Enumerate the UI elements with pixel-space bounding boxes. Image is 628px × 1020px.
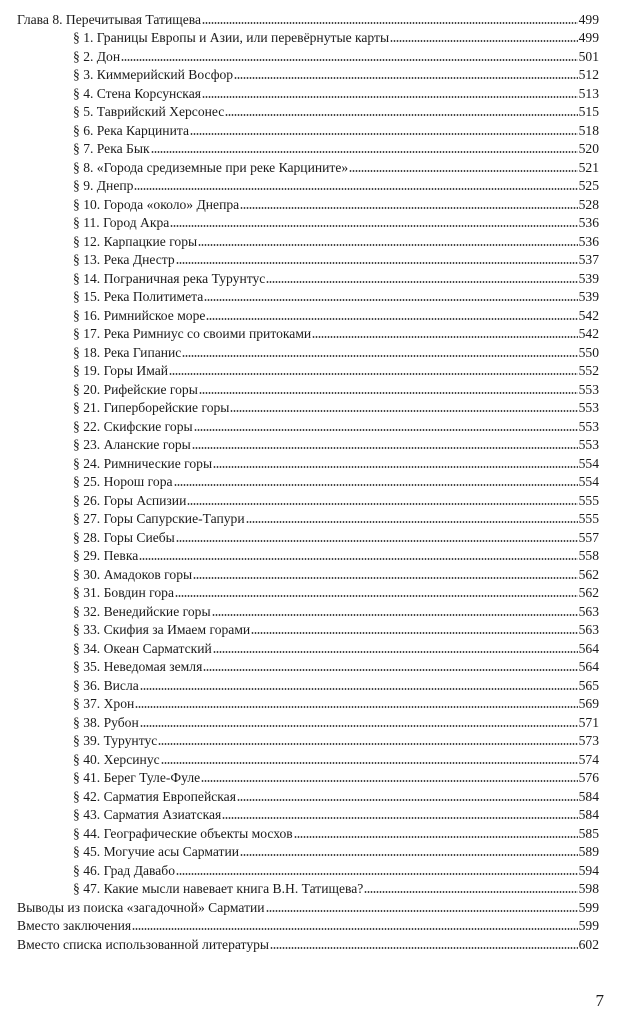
toc-entry-page: 564 <box>578 659 599 674</box>
toc-entry-title: § 23. Аланские горы <box>73 437 191 452</box>
toc-entry-title: § 19. Горы Имай <box>73 363 169 378</box>
toc-leader-dots <box>266 909 578 913</box>
toc-entry-title: § 8. «Города средиземные при реке Карцините» <box>73 159 349 175</box>
toc-entry <box>0 250 628 269</box>
toc-leader-dots <box>222 816 577 820</box>
toc-entry <box>0 509 628 528</box>
toc-entry-page: 564 <box>578 640 599 656</box>
toc-entry-page: 525 <box>578 178 599 193</box>
toc-leader-dots <box>251 631 577 635</box>
toc-entry <box>0 731 628 750</box>
toc-entry <box>0 583 628 602</box>
toc-entry <box>0 9 628 28</box>
toc-entry <box>0 157 628 176</box>
toc-entry-title: § 43. Сарматия Азиатская <box>73 807 222 822</box>
toc-entry <box>0 934 628 953</box>
toc-entry-page: 557 <box>578 529 599 545</box>
toc-entry <box>0 287 628 306</box>
toc-entry-page: 550 <box>578 344 599 360</box>
toc-entry-title: § 33. Скифия за Имаем горами <box>73 622 251 637</box>
toc-entry-page: 602 <box>578 936 599 952</box>
toc-leader-dots <box>190 132 578 136</box>
toc-leader-dots <box>213 650 578 654</box>
toc-leader-dots <box>169 372 578 376</box>
toc-leader-dots <box>234 76 578 80</box>
toc-leader-dots <box>170 224 577 228</box>
toc-entry <box>0 527 628 546</box>
toc-entry-page: 571 <box>578 714 599 730</box>
toc-entry-title: § 40. Херсинус <box>73 751 160 767</box>
toc-entry <box>0 416 628 435</box>
toc-entry-page: 589 <box>578 844 599 859</box>
toc-entry-page: 598 <box>578 881 599 896</box>
toc-leader-dots <box>312 335 577 339</box>
toc-entry <box>0 28 628 47</box>
toc-entry-page: 584 <box>578 788 599 804</box>
toc-entry <box>0 120 628 139</box>
toc-entry-title: § 6. Река Карцинита <box>73 122 189 138</box>
toc-leader-dots <box>193 576 577 580</box>
toc-entry-title: § 1. Границы Европы и Азии, или перевёрнутые карты <box>73 30 390 45</box>
toc-entry-page: 501 <box>578 48 599 64</box>
toc-entry <box>0 916 628 935</box>
toc-entry-title: § 28. Горы Сиебы <box>73 529 175 545</box>
toc-leader-dots <box>132 927 577 931</box>
toc-entry-page: 555 <box>578 492 599 508</box>
toc-leader-dots <box>140 687 578 691</box>
toc-entry-title: § 45. Могучие асы Сарматии <box>73 844 240 859</box>
toc-entry <box>0 879 628 898</box>
toc-entry <box>0 139 628 158</box>
toc-entry-title: § 14. Пограничная река Турунтус <box>73 270 266 286</box>
toc-entry-page: 562 <box>578 585 599 600</box>
toc-entry <box>0 46 628 65</box>
toc-entry <box>0 379 628 398</box>
toc-entry-title: § 47. Какие мысли навевает книга В.Н. Татищева? <box>73 881 364 896</box>
toc-entry-title: § 25. Норош гора <box>73 474 173 489</box>
toc-entry-title: Вместо заключения <box>17 918 132 933</box>
toc-leader-dots <box>158 742 577 746</box>
toc-entry <box>0 897 628 916</box>
toc-entry-page: 553 <box>578 400 599 415</box>
toc-entry-page: 518 <box>578 122 599 138</box>
toc-entry-page: 569 <box>578 696 599 711</box>
toc-leader-dots <box>176 539 578 543</box>
page-number: 7 <box>595 991 604 1010</box>
toc-entry-page: 554 <box>578 474 599 489</box>
toc-entry <box>0 564 628 583</box>
toc-entry-title: § 7. Река Бык <box>73 141 150 156</box>
toc-entry-title: § 41. Берег Туле-Фуле <box>73 770 201 785</box>
toc-leader-dots <box>246 520 578 524</box>
toc-entry-title: § 34. Океан Сарматский <box>73 640 212 656</box>
toc-entry <box>0 768 628 787</box>
toc-leader-dots <box>294 835 578 839</box>
toc-leader-dots <box>237 798 578 802</box>
toc-leader-dots <box>194 428 578 432</box>
toc-leader-dots <box>121 58 577 62</box>
toc-leader-dots <box>364 890 577 894</box>
toc-leader-dots <box>213 465 578 469</box>
toc-entry <box>0 675 628 694</box>
toc-leader-dots <box>134 187 577 191</box>
toc-entry-page: 553 <box>578 381 599 397</box>
toc-entry <box>0 176 628 195</box>
toc-entry-page: 539 <box>578 270 599 286</box>
toc-leader-dots <box>270 946 578 950</box>
toc-entry-title: § 27. Горы Сапурские-Тапури <box>73 511 245 526</box>
toc-leader-dots <box>135 705 577 709</box>
toc-entry <box>0 712 628 731</box>
toc-leader-dots <box>176 261 578 265</box>
toc-entry-page: 499 <box>578 30 599 45</box>
toc-leader-dots <box>175 594 578 598</box>
toc-entry <box>0 324 628 343</box>
toc-entry <box>0 342 628 361</box>
toc-entry-title: § 9. Днепр <box>73 178 134 193</box>
toc-entry-title: § 5. Таврийский Херсонес <box>73 104 225 119</box>
toc-entry <box>0 65 628 84</box>
toc-entry-page: 574 <box>578 751 599 767</box>
toc-entry <box>0 268 628 287</box>
toc-leader-dots <box>182 354 577 358</box>
toc-leader-dots <box>202 95 578 99</box>
toc-entry <box>0 638 628 657</box>
toc-entry <box>0 657 628 676</box>
toc-entry-page: 539 <box>578 289 599 304</box>
toc-entry <box>0 305 628 324</box>
toc-entry-title: Глава 8. Перечитывая Татищева <box>17 11 202 27</box>
toc-entry <box>0 398 628 417</box>
toc-leader-dots <box>201 779 577 783</box>
toc-entry <box>0 823 628 842</box>
toc-entry-title: § 46. Град Давабо <box>73 862 176 878</box>
toc-entry-title: § 20. Рифейские горы <box>73 381 198 397</box>
toc-entry <box>0 83 628 102</box>
toc-entry-title: § 31. Бовдин гора <box>73 585 174 600</box>
toc-entry-page: 558 <box>578 548 599 563</box>
toc-leader-dots <box>240 206 577 210</box>
toc-entry-page: 520 <box>578 141 599 156</box>
toc-leader-dots <box>161 761 578 765</box>
toc-entry-title: § 4. Стена Корсунская <box>73 85 201 101</box>
toc-leader-dots <box>212 613 578 617</box>
toc-entry <box>0 453 628 472</box>
toc-leader-dots <box>349 169 577 173</box>
toc-entry <box>0 805 628 824</box>
toc-entry-page: 584 <box>578 807 599 822</box>
toc-entry-title: § 10. Города «около» Днепра <box>73 196 240 212</box>
toc-entry-title: § 38. Рубон <box>73 714 139 730</box>
toc-entry-title: § 15. Река Политимета <box>73 289 204 304</box>
toc-entry-page: 542 <box>578 307 599 323</box>
toc-leader-dots <box>230 409 577 413</box>
toc-entry-page: 512 <box>578 67 599 82</box>
toc-leader-dots <box>151 150 578 154</box>
toc-entry-title: § 22. Скифские горы <box>73 418 193 434</box>
toc-leader-dots <box>199 391 578 395</box>
toc-leader-dots <box>174 483 578 487</box>
toc-entry-title: § 13. Река Днестр <box>73 252 175 267</box>
toc-leader-dots <box>192 446 578 450</box>
toc-entry-page: 536 <box>578 233 599 249</box>
toc-leader-dots <box>390 39 577 43</box>
toc-entry-page: 585 <box>578 825 599 841</box>
toc-leader-dots <box>202 21 578 25</box>
toc-entry-title: § 32. Венедийские горы <box>73 603 211 619</box>
toc-entry-title: § 29. Певка <box>73 548 139 563</box>
toc-entry <box>0 620 628 639</box>
toc-entry-page: 563 <box>578 603 599 619</box>
toc-entry-page: 536 <box>578 215 599 230</box>
toc-entry-page: 553 <box>578 437 599 452</box>
toc-entry-title: § 12. Карпацкие горы <box>73 233 198 249</box>
toc-entry <box>0 601 628 620</box>
toc-leader-dots <box>266 280 577 284</box>
toc-leader-dots <box>176 872 578 876</box>
toc-entry <box>0 860 628 879</box>
toc-entry <box>0 435 628 454</box>
toc-entry-title: Выводы из поиска «загадочной» Сарматии <box>17 899 265 915</box>
toc-leader-dots <box>204 298 577 302</box>
toc-entry <box>0 786 628 805</box>
toc-leader-dots <box>140 724 578 728</box>
toc-entry-title: § 39. Турунтус <box>73 733 158 748</box>
toc-entry <box>0 749 628 768</box>
toc-entry-page: 499 <box>578 11 599 27</box>
toc-entry-title: § 18. Река Гипанис <box>73 344 182 360</box>
toc-entry-title: § 30. Амадоков горы <box>73 566 193 582</box>
table-of-contents <box>0 9 628 953</box>
toc-leader-dots <box>240 853 578 857</box>
toc-entry <box>0 694 628 713</box>
toc-leader-dots <box>139 557 577 561</box>
toc-entry <box>0 231 628 250</box>
toc-entry <box>0 361 628 380</box>
toc-entry-title: § 21. Гиперборейские горы <box>73 400 230 415</box>
toc-entry-title: § 11. Город Акра <box>73 215 170 230</box>
toc-entry-title: § 24. Римнические горы <box>73 455 213 471</box>
toc-entry-page: 521 <box>578 159 599 175</box>
toc-leader-dots <box>203 668 577 672</box>
toc-entry-page: 565 <box>578 677 599 693</box>
toc-entry-page: 528 <box>578 196 599 212</box>
toc-entry-title: § 2. Дон <box>73 48 121 64</box>
toc-entry <box>0 490 628 509</box>
toc-entry-page: 573 <box>578 733 599 748</box>
toc-entry-page: 515 <box>578 104 599 119</box>
toc-entry-page: 542 <box>578 326 599 341</box>
toc-leader-dots <box>198 243 577 247</box>
toc-entry-title: § 3. Киммерийский Восфор <box>73 67 234 82</box>
toc-entry-page: 594 <box>578 862 599 878</box>
toc-entry-page: 553 <box>578 418 599 434</box>
toc-leader-dots <box>206 317 577 321</box>
toc-entry-page: 599 <box>578 899 599 915</box>
toc-entry-title: § 37. Хрон <box>73 696 135 711</box>
toc-entry <box>0 213 628 232</box>
toc-entry-title: § 42. Сарматия Европейская <box>73 788 236 804</box>
toc-entry <box>0 472 628 491</box>
toc-entry-title: Вместо списка использованной литературы <box>17 936 270 952</box>
toc-entry-page: 599 <box>578 918 599 933</box>
toc-entry-title: § 17. Река Римниус со своими притоками <box>73 326 312 341</box>
toc-entry-page: 555 <box>578 511 599 526</box>
toc-entry-page: 537 <box>578 252 599 267</box>
toc-entry-title: § 36. Висла <box>73 677 139 693</box>
toc-entry-page: 576 <box>578 770 599 785</box>
toc-entry-title: § 35. Неведомая земля <box>73 659 203 674</box>
toc-entry-page: 552 <box>578 363 599 378</box>
toc-entry <box>0 102 628 121</box>
toc-entry-page: 513 <box>578 85 599 101</box>
toc-entry <box>0 842 628 861</box>
toc-entry <box>0 546 628 565</box>
toc-leader-dots <box>187 502 577 506</box>
toc-entry-page: 554 <box>578 455 599 471</box>
toc-entry-title: § 16. Римнийское море <box>73 307 206 323</box>
toc-entry-title: § 26. Горы Аспизии <box>73 492 187 508</box>
toc-entry-page: 563 <box>578 622 599 637</box>
toc-entry <box>0 194 628 213</box>
toc-entry-page: 562 <box>578 566 599 582</box>
toc-entry-title: § 44. Географические объекты мосхов <box>73 825 293 841</box>
toc-leader-dots <box>225 113 577 117</box>
